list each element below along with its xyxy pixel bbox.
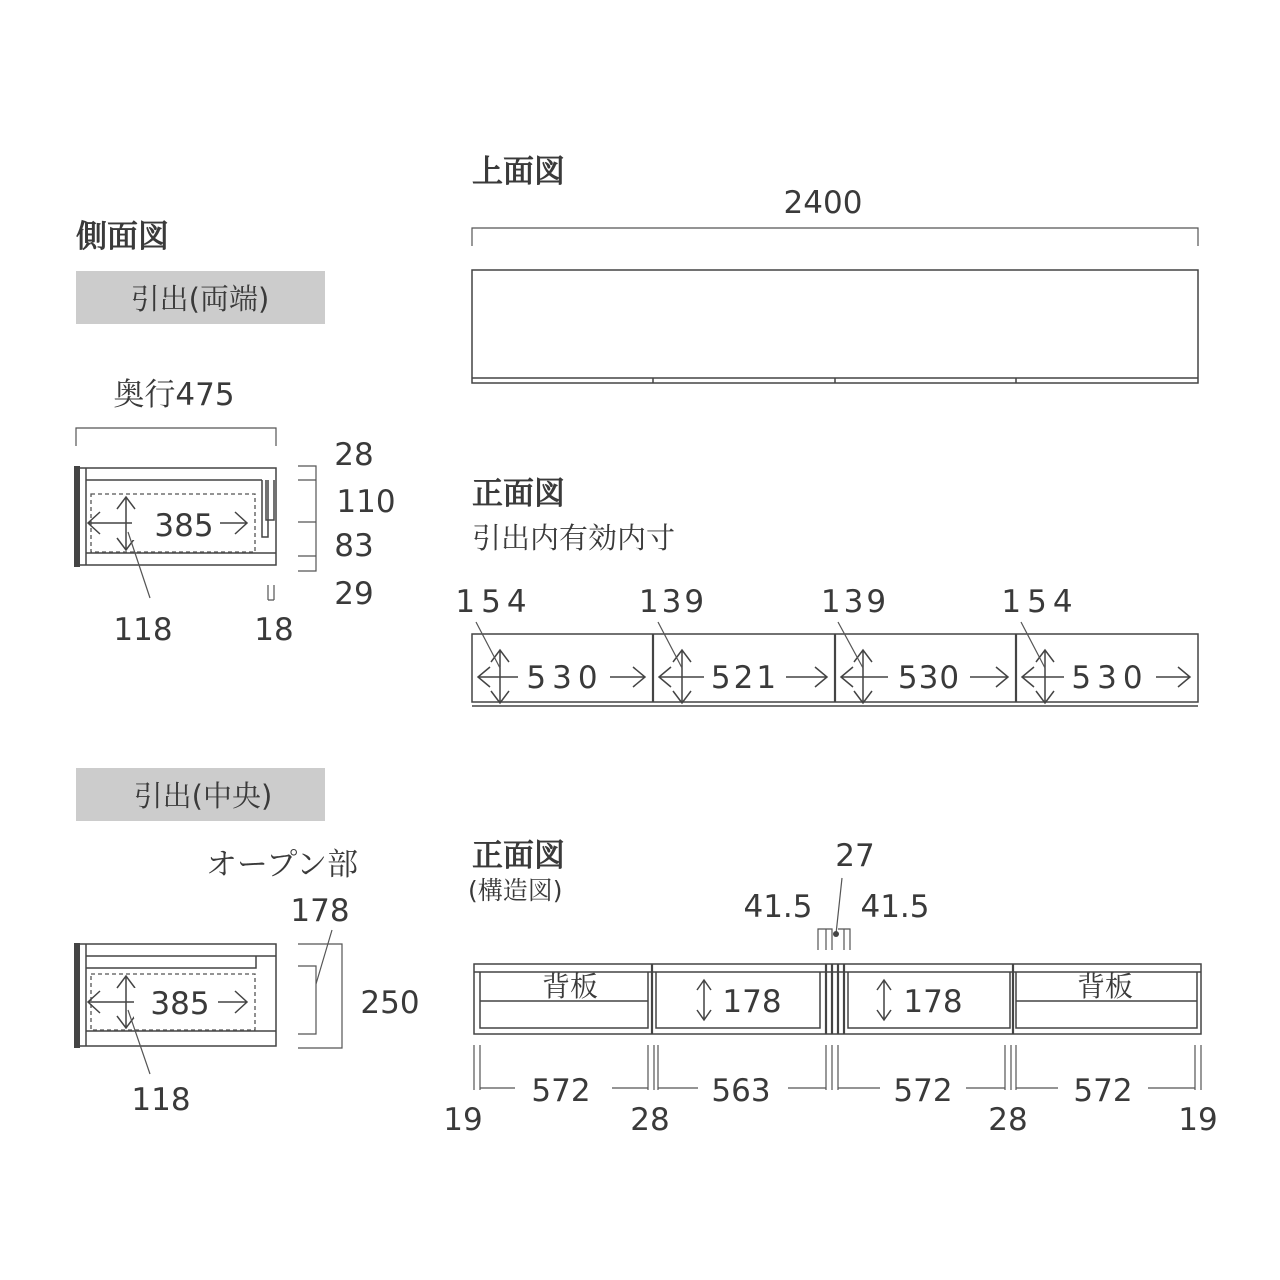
side-drawer-section-ends [74,466,276,600]
height-top-board: 28 [334,437,374,473]
width-dimension-line [472,228,1198,246]
rear-thickness: 18 [254,612,294,648]
bay-width-1: 572 [531,1073,591,1109]
open-height-right: 178 [903,984,963,1020]
partition-point [833,931,839,937]
inner-depth-center: 385 [150,986,210,1022]
partition-thickness-left: 28 [630,1102,670,1138]
back-panel-left: 背板 [541,970,599,1003]
drawer-width-1: 530 [526,660,604,696]
edge-thickness-right: 19 [1178,1102,1218,1138]
open-section-height: 178 [290,893,350,929]
drawer-width-3: 530 [897,660,961,696]
partition-leader [836,878,842,934]
drawer-height-4: 154 [1001,584,1079,620]
height-base: 29 [334,576,374,612]
inner-height-center: 118 [131,1082,191,1118]
total-height-bracket [298,944,342,1048]
overall-width: 2400 [783,185,863,221]
partition-width: 27 [835,838,875,874]
side-view-title: 側面図 [76,219,169,255]
front-view-subtitle: 引出内有効内寸 [472,521,676,555]
height-dimension-stack [298,466,316,571]
drawer-width-4: 530 [1071,660,1149,696]
depth-dimension-line [76,428,276,446]
side-offset-right: 41.5 [860,889,930,925]
top-view-outline [472,270,1198,383]
bay-width-3: 572 [893,1073,953,1109]
open-height-bracket [298,966,316,1034]
center-drawer-label: 引出(中央) [133,779,273,813]
height-middle: 83 [334,528,374,564]
back-panel-right: 背板 [1076,970,1134,1003]
front-view-title: 正面図 [472,476,565,512]
total-height: 250 [360,985,420,1021]
inner-depth-ends: 385 [154,508,214,544]
structure-view-subtitle: (構造図) [468,876,563,905]
height-drawer: 110 [336,484,396,520]
bay-width-2: 563 [711,1073,771,1109]
side-drawer-section-center [74,943,276,1074]
bay-width-4: 572 [1073,1073,1133,1109]
partition-thickness-right: 28 [988,1102,1028,1138]
depth-label: 奥行475 [113,377,235,413]
drawer-width-2: 521 [710,660,780,696]
drawer-height-1: 154 [455,584,533,620]
top-view-title: 上面図 [472,154,565,190]
side-offset-left: 41.5 [743,889,813,925]
structure-view-title: 正面図 [472,838,565,874]
open-section-label: オープン部 [205,847,359,883]
open-height-left: 178 [722,984,782,1020]
drawer-height-3: 139 [820,584,890,620]
drawer-height-2: 139 [638,584,708,620]
open-height-leader [316,930,332,984]
edge-thickness-left: 19 [443,1102,483,1138]
inner-height-ends: 118 [113,612,173,648]
ends-drawer-label: 引出(両端) [130,282,270,316]
